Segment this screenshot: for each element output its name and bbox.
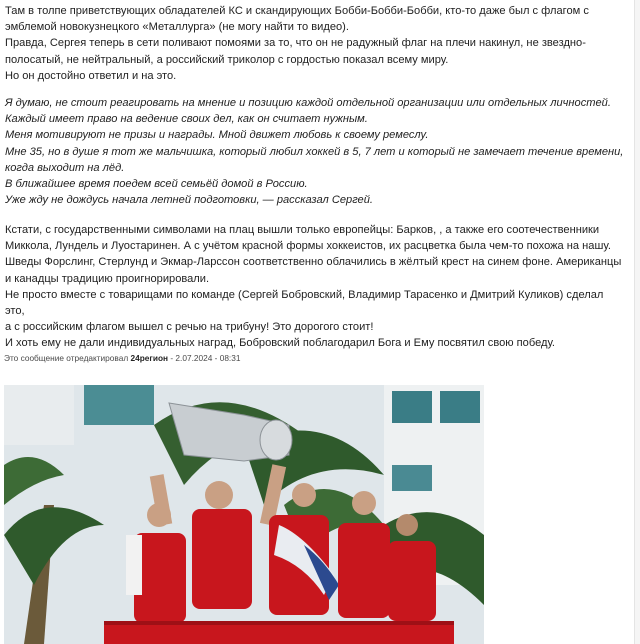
- edit-note-date: - 2.07.2024 - 08:31: [168, 353, 241, 363]
- post-line: Кстати, с государственными символами на плац вышли только европейцы: Барков, , а также его соотечественники: [5, 224, 600, 236]
- post-quote: [5, 95, 625, 208]
- post-line: Там в толпе приветствующих обладателей КС и скандирующих Бобби-Бобби-Бобби, кто-то даже был с флагом с: [5, 5, 589, 17]
- post-line: Шведы Форслинг, Стерлунд и Экмар-Ларссон соответственно облачились в жёлтый крест на синем фоне. Американцы: [5, 256, 622, 269]
- post-line: Правда, Сергея теперь в сети поливают помоями за то, что он не радужный флаг на плечи накинул, не звездно-: [5, 37, 586, 50]
- post-intro: [5, 3, 625, 84]
- quote-line: Мне 35, но в душе я тот же мальчишка, который любил хоккей в 5, 7 лет и который не замечает течение времени,: [5, 145, 624, 158]
- quote-line: Каждый имеет право на ведение своих дел, как он считает нужным.: [5, 113, 368, 126]
- quote-line: В ближайшее время поедем всей семьёй домой в Россию.: [5, 178, 308, 191]
- quote-line: Я думаю, не стоит реагировать на мнение и позицию каждой отдельной организации или отдельных личностей.: [5, 97, 611, 109]
- post-line: эмблемой новокузнецкого «Металлурга» (не могу найти то видео).: [5, 21, 349, 34]
- post-photo[interactable]: [4, 385, 484, 644]
- post-line: полосатый, не нейтральный, а российский триколор с гордостью показал всему миру.: [5, 53, 449, 66]
- post-line: Не просто вместе с товарищами по команде (Сергей Бобровский, Владимир Тарасенко и Дмитрий Куликов) сделал это,: [5, 288, 604, 318]
- quote-line: Меня мотивируют не призы и награды. Мной движет любовь к своему ремеслу.: [5, 129, 429, 142]
- post-line: и канадцы традицию проигнорировали.: [5, 272, 210, 285]
- post-line: Но он достойно ответил и на это.: [5, 69, 177, 82]
- post-line: И хоть ему не дали индивидуальных наград, Бобровский поблагодарил Бога и Ему посвятил свою победу.: [5, 337, 555, 350]
- edit-note-author[interactable]: 24регион: [130, 353, 169, 363]
- post-line: Миккола, Лундель и Луостаринен. А с учётом красной формы хоккеистов, их расцветка была чем-то похожа на нашу.: [5, 240, 611, 253]
- post-line: а с российским флагом вышел с речью на трибуну! Это дорогого стоит!: [5, 321, 374, 334]
- edit-note-prefix: Это сообщение отредактировал: [4, 353, 131, 363]
- quote-line: Уже жду не дождусь начала летней подготовки, — рассказал Сергей.: [5, 194, 373, 207]
- edit-note: [4, 353, 240, 363]
- quote-line: когда выходит на лёд.: [5, 161, 125, 174]
- post-outro: [5, 222, 625, 352]
